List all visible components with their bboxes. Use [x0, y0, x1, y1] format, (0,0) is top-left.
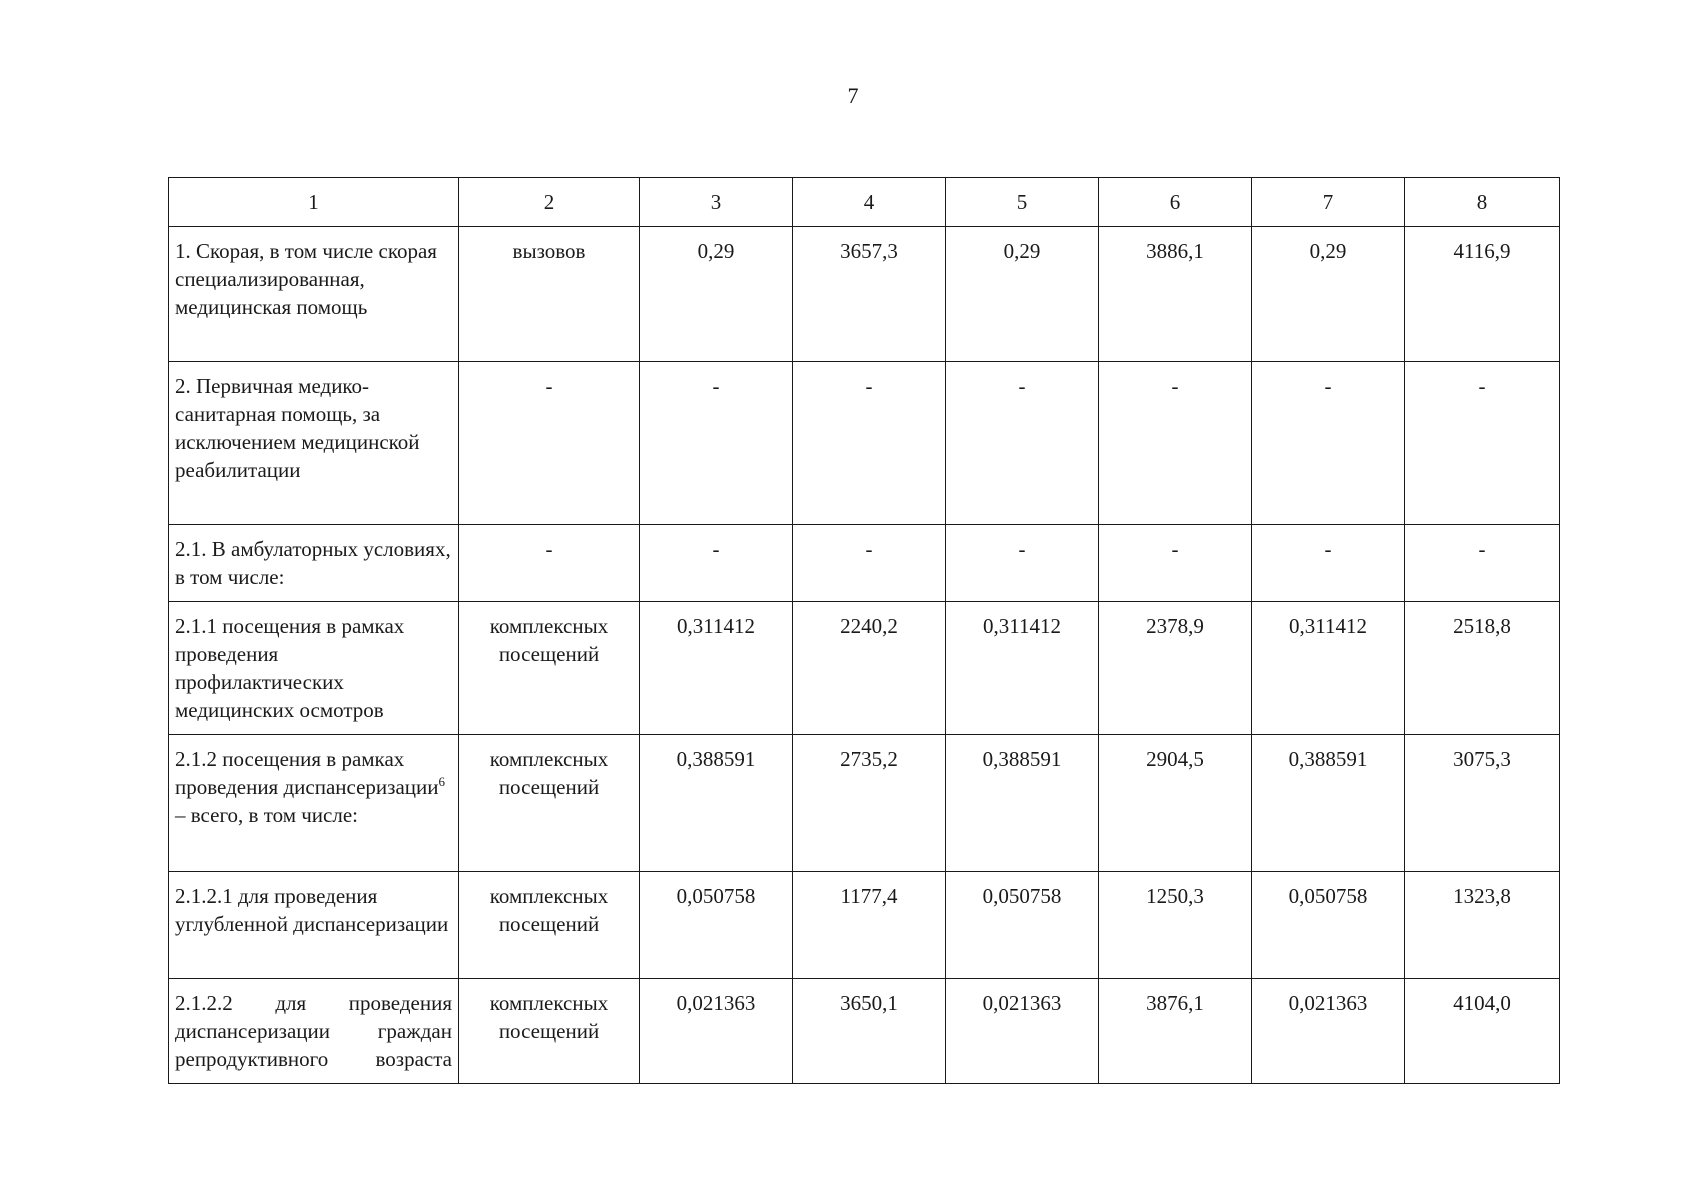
row-value: 1177,4	[793, 872, 946, 979]
row-value: 4116,9	[1405, 227, 1560, 362]
row-value: 0,29	[640, 227, 793, 362]
table-row	[169, 362, 1560, 525]
row-unit: -	[459, 525, 640, 602]
column-header: 4	[793, 178, 946, 227]
footnote-marker: 6	[438, 774, 445, 789]
row-value: -	[793, 525, 946, 602]
row-value: -	[946, 525, 1099, 602]
row-name: 2.1.1 посещения в рамках проведения профилактических медицинских осмотров	[169, 602, 459, 735]
row-value: 3886,1	[1099, 227, 1252, 362]
row-unit: -	[459, 362, 640, 525]
row-name: 2.1.2.1 для проведения углубленной диспансеризации	[169, 872, 459, 979]
row-value: -	[640, 362, 793, 525]
row-unit: комплексных посещений	[459, 872, 640, 979]
row-name: 2.1. В амбулаторных условиях, в том числе:	[169, 525, 459, 602]
row-value: 2518,8	[1405, 602, 1560, 735]
row-value: -	[1405, 525, 1560, 602]
table-row	[169, 735, 1560, 872]
row-value: 1250,3	[1099, 872, 1252, 979]
row-name-text: 2.1.2 посещения в рамках проведения диспансеризации	[175, 747, 439, 799]
row-value: 0,021363	[640, 979, 793, 1084]
row-value: 0,050758	[640, 872, 793, 979]
row-value: 0,29	[1252, 227, 1405, 362]
row-value: 3876,1	[1099, 979, 1252, 1084]
row-value: 1323,8	[1405, 872, 1560, 979]
row-value: 0,050758	[946, 872, 1099, 979]
row-value: 2378,9	[1099, 602, 1252, 735]
column-header: 8	[1405, 178, 1560, 227]
row-value: 0,311412	[640, 602, 793, 735]
table-row	[169, 525, 1560, 602]
row-value: 0,311412	[1252, 602, 1405, 735]
page-number: 7	[847, 83, 859, 108]
table-header-row	[169, 178, 1560, 227]
row-value: 2240,2	[793, 602, 946, 735]
row-value: -	[946, 362, 1099, 525]
row-name	[169, 735, 459, 872]
row-name: 2.1.2.2 для проведения диспансеризации граждан репродуктивного возраста	[169, 979, 459, 1084]
row-unit: комплексных посещений	[459, 735, 640, 872]
row-unit: вызовов	[459, 227, 640, 362]
row-value: 0,050758	[1252, 872, 1405, 979]
row-value: 0,021363	[946, 979, 1099, 1084]
column-header: 3	[640, 178, 793, 227]
data-table	[168, 177, 1560, 1084]
row-unit: комплексных посещений	[459, 602, 640, 735]
row-value: -	[1099, 525, 1252, 602]
row-value: 3075,3	[1405, 735, 1560, 872]
row-name: 2. Первичная медико-санитарная помощь, за исключением медицинской реабилитации	[169, 362, 459, 525]
row-value: -	[640, 525, 793, 602]
row-value: 0,388591	[640, 735, 793, 872]
column-header: 2	[459, 178, 640, 227]
table-row	[169, 872, 1560, 979]
row-name-text: – всего, в том числе:	[175, 803, 358, 827]
row-value: -	[1405, 362, 1560, 525]
row-value: -	[1252, 362, 1405, 525]
table-row	[169, 227, 1560, 362]
row-value: 0,29	[946, 227, 1099, 362]
column-header: 7	[1252, 178, 1405, 227]
row-value: -	[793, 362, 946, 525]
row-unit: комплексных посещений	[459, 979, 640, 1084]
row-value: 4104,0	[1405, 979, 1560, 1084]
row-value: 0,388591	[946, 735, 1099, 872]
row-name: 1. Скорая, в том числе скорая специализированная, медицинская помощь	[169, 227, 459, 362]
row-value: 3650,1	[793, 979, 946, 1084]
column-header: 6	[1099, 178, 1252, 227]
column-header: 1	[169, 178, 459, 227]
row-value: 0,021363	[1252, 979, 1405, 1084]
row-value: 2735,2	[793, 735, 946, 872]
row-value: 0,311412	[946, 602, 1099, 735]
row-value: 3657,3	[793, 227, 946, 362]
column-header: 5	[946, 178, 1099, 227]
row-value: 2904,5	[1099, 735, 1252, 872]
row-value: -	[1099, 362, 1252, 525]
row-value: 0,388591	[1252, 735, 1405, 872]
row-value: -	[1252, 525, 1405, 602]
table-row	[169, 979, 1560, 1084]
table-row	[169, 602, 1560, 735]
